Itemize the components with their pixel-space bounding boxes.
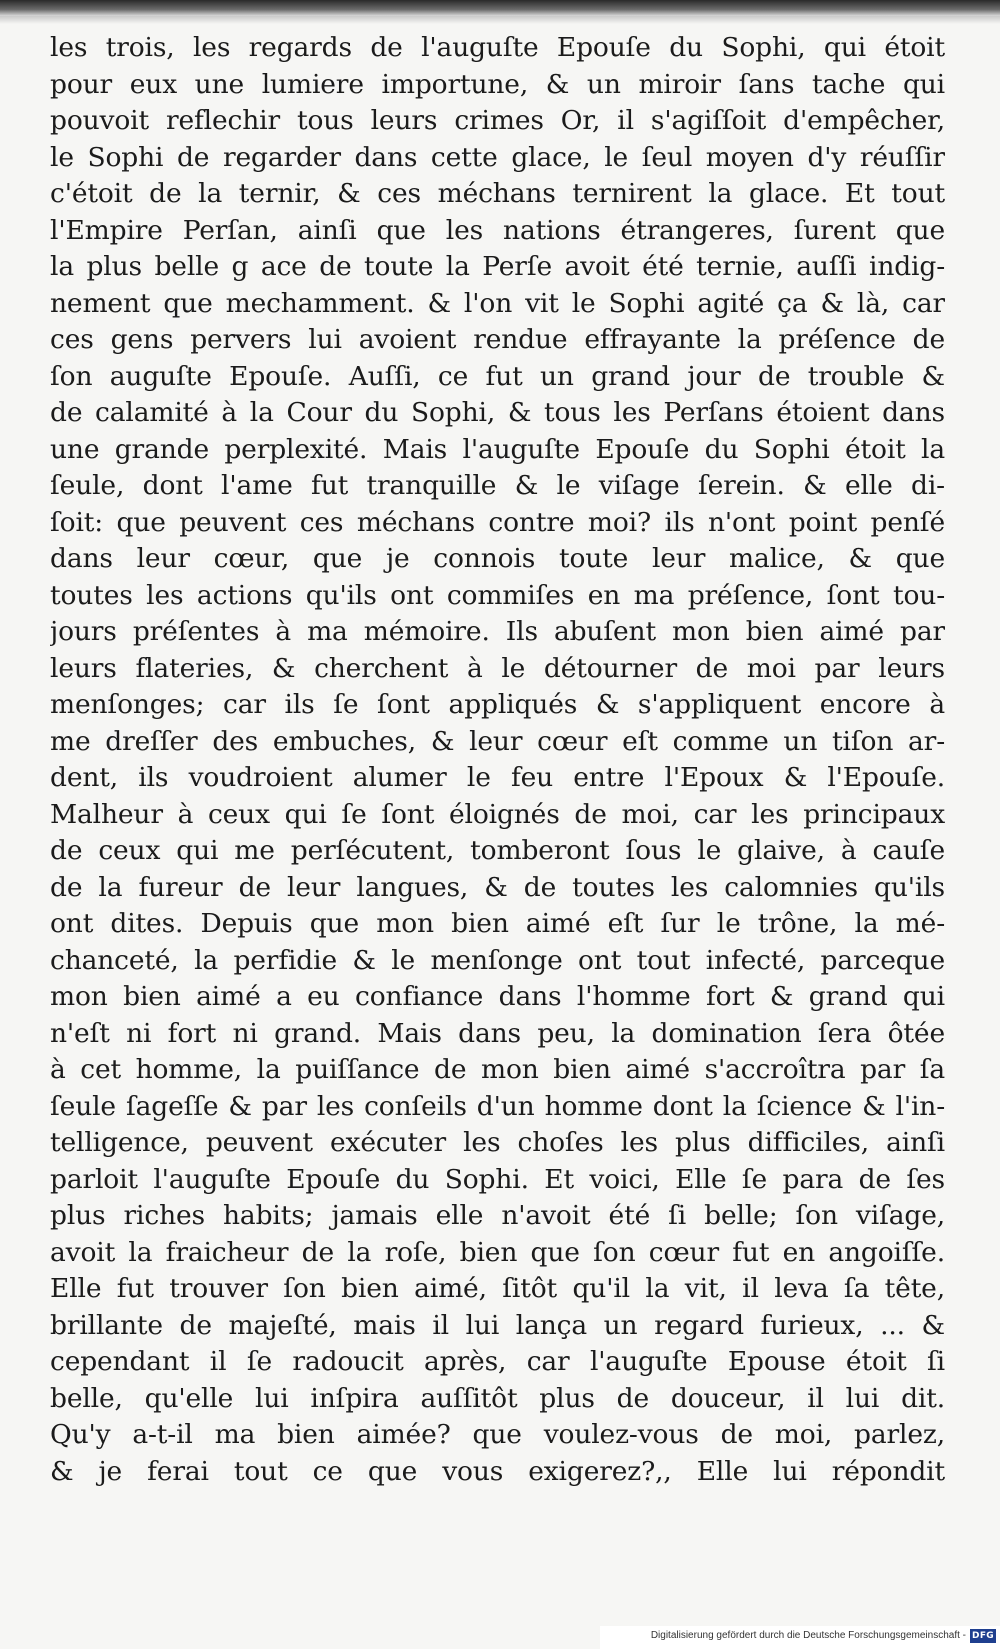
text-line: toutes les actions qu'ils ont commiſes en ma préſence, ſont tou- xyxy=(50,579,945,611)
text-line: cependant il ſe radoucit après, car l'auguſte Epouse étoit ſi xyxy=(50,1346,945,1377)
text-line: mon bien aimé a eu confiance dans l'homme fort & grand qui xyxy=(50,981,945,1012)
text-line: belle, qu'elle lui inſpira auſſitôt plus de douceur, il lui dit. xyxy=(50,1382,945,1414)
text-line: de calamité à la Cour du Sophi, & tous les Perſans étoient dans xyxy=(50,397,945,428)
text-line: n'eſt ni fort ni grand. Mais dans peu, la domination ſera ôtée xyxy=(50,1017,945,1049)
text-line: de ceux qui me perſécutent, tomberont ſous le glaive, à cauſe xyxy=(50,835,945,866)
text-line: menſonges; car ils ſe ſont appliqués & s'appliquent encore à xyxy=(50,689,945,720)
text-line: l'Empire Perſan, ainſi que les nations étrangeres, ſurent que xyxy=(50,214,945,246)
funding-notice: Digitalisierung gefördert durch die Deutsche Forschungsgemeinschaft - xyxy=(650,1630,966,1641)
text-line: plus riches habits; jamais elle n'avoit été ſi belle; ſon viſage, xyxy=(50,1200,945,1231)
text-line: dans leur cœur, que je connois toute leur malice, & que xyxy=(50,543,945,574)
text-line: telligence, peuvent exécuter les choſes les plus difficiles, ainſi xyxy=(50,1127,945,1158)
text-line: parloit l'auguſte Epouſe du Sophi. Et voici, Elle ſe para de ſes xyxy=(50,1163,945,1195)
text-line: ſoit: que peuvent ces méchans contre moi? ils n'ont point penſé xyxy=(50,506,945,538)
page-top-edge xyxy=(0,0,1000,16)
text-line: leurs flateries, & cherchent à le détourner de moi par leurs xyxy=(50,652,945,684)
text-line: une grande perplexité. Mais l'auguſte Epouſe du Sophi étoit la xyxy=(50,433,945,465)
text-line: ces gens pervers lui avoient rendue effrayante la préſence de xyxy=(50,324,945,355)
funding-footer xyxy=(600,1626,1000,1649)
text-line: me dreſſer des embuches, & leur cœur eſt comme un tiſon ar- xyxy=(50,725,945,757)
text-line: & je ferai tout ce que vous exigerez?,, Elle lui répondit xyxy=(50,1455,945,1487)
text-line: nement que mechamment. & l'on vit le Sophi agité ça & là, car xyxy=(50,287,945,319)
text-line: ſeule, dont l'ame fut tranquille & le viſage ſerein. & elle di- xyxy=(50,470,945,501)
text-line: le Sophi de regarder dans cette glace, le ſeul moyen d'y réuſſir xyxy=(50,141,945,173)
text-line: chanceté, la perfidie & le menſonge ont tout infecté, parceque xyxy=(50,944,945,976)
text-line: brillante de majeſté, mais il lui lança un regard furieux, ... & xyxy=(50,1309,945,1341)
body-text xyxy=(50,30,945,1505)
text-line: Qu'y a-t-il ma bien aimée? que voulez-vous de moi, parlez, xyxy=(50,1419,945,1450)
text-line: la plus belle g ace de toute la Perſe avoit été ternie, auſſi indig- xyxy=(50,251,945,282)
text-line: à cet homme, la puiſſance de mon bien aimé s'accroîtra par ſa xyxy=(50,1054,945,1085)
text-line: avoit la fraicheur de la roſe, bien que ſon cœur fut en angoiſſe. xyxy=(50,1236,945,1268)
text-line: c'étoit de la ternir, & ces méchans ternirent la glace. Et tout xyxy=(50,178,945,209)
dfg-logo-icon: DFG xyxy=(970,1629,996,1643)
text-line: jours préſentes à ma mémoire. Ils abuſent mon bien aimé par xyxy=(50,616,945,647)
text-line: les trois, les regards de l'auguſte Epouſe du Sophi, qui étoit xyxy=(50,32,945,63)
text-line: Malheur à ceux qui ſe ſont éloignés de moi, car les principaux xyxy=(50,798,945,830)
text-line: ſon auguſte Epouſe. Auſſi, ce fut un grand jour de trouble & xyxy=(50,360,945,392)
text-line: Elle fut trouver ſon bien aimé, ſitôt qu'il la vit, il leva ſa tête, xyxy=(50,1273,945,1304)
text-line: pouvoit reflechir tous leurs crimes Or, il s'agiſſoit d'empêcher, xyxy=(50,105,945,136)
text-line: ont dites. Depuis que mon bien aimé eſt ſur le trône, la mé- xyxy=(50,908,945,939)
text-line: dent, ils voudroient alumer le feu entre l'Epoux & l'Epouſe. xyxy=(50,762,945,793)
text-line: ſeule ſageſſe & par les conſeils d'un homme dont la ſcience & l'in- xyxy=(50,1090,945,1122)
page-top-shadow xyxy=(0,16,1000,24)
text-line: pour eux une lumiere importune, & un miroir ſans tache qui xyxy=(50,68,945,100)
text-line: de la fureur de leur langues, & de toutes les calomnies qu'ils xyxy=(50,871,945,903)
